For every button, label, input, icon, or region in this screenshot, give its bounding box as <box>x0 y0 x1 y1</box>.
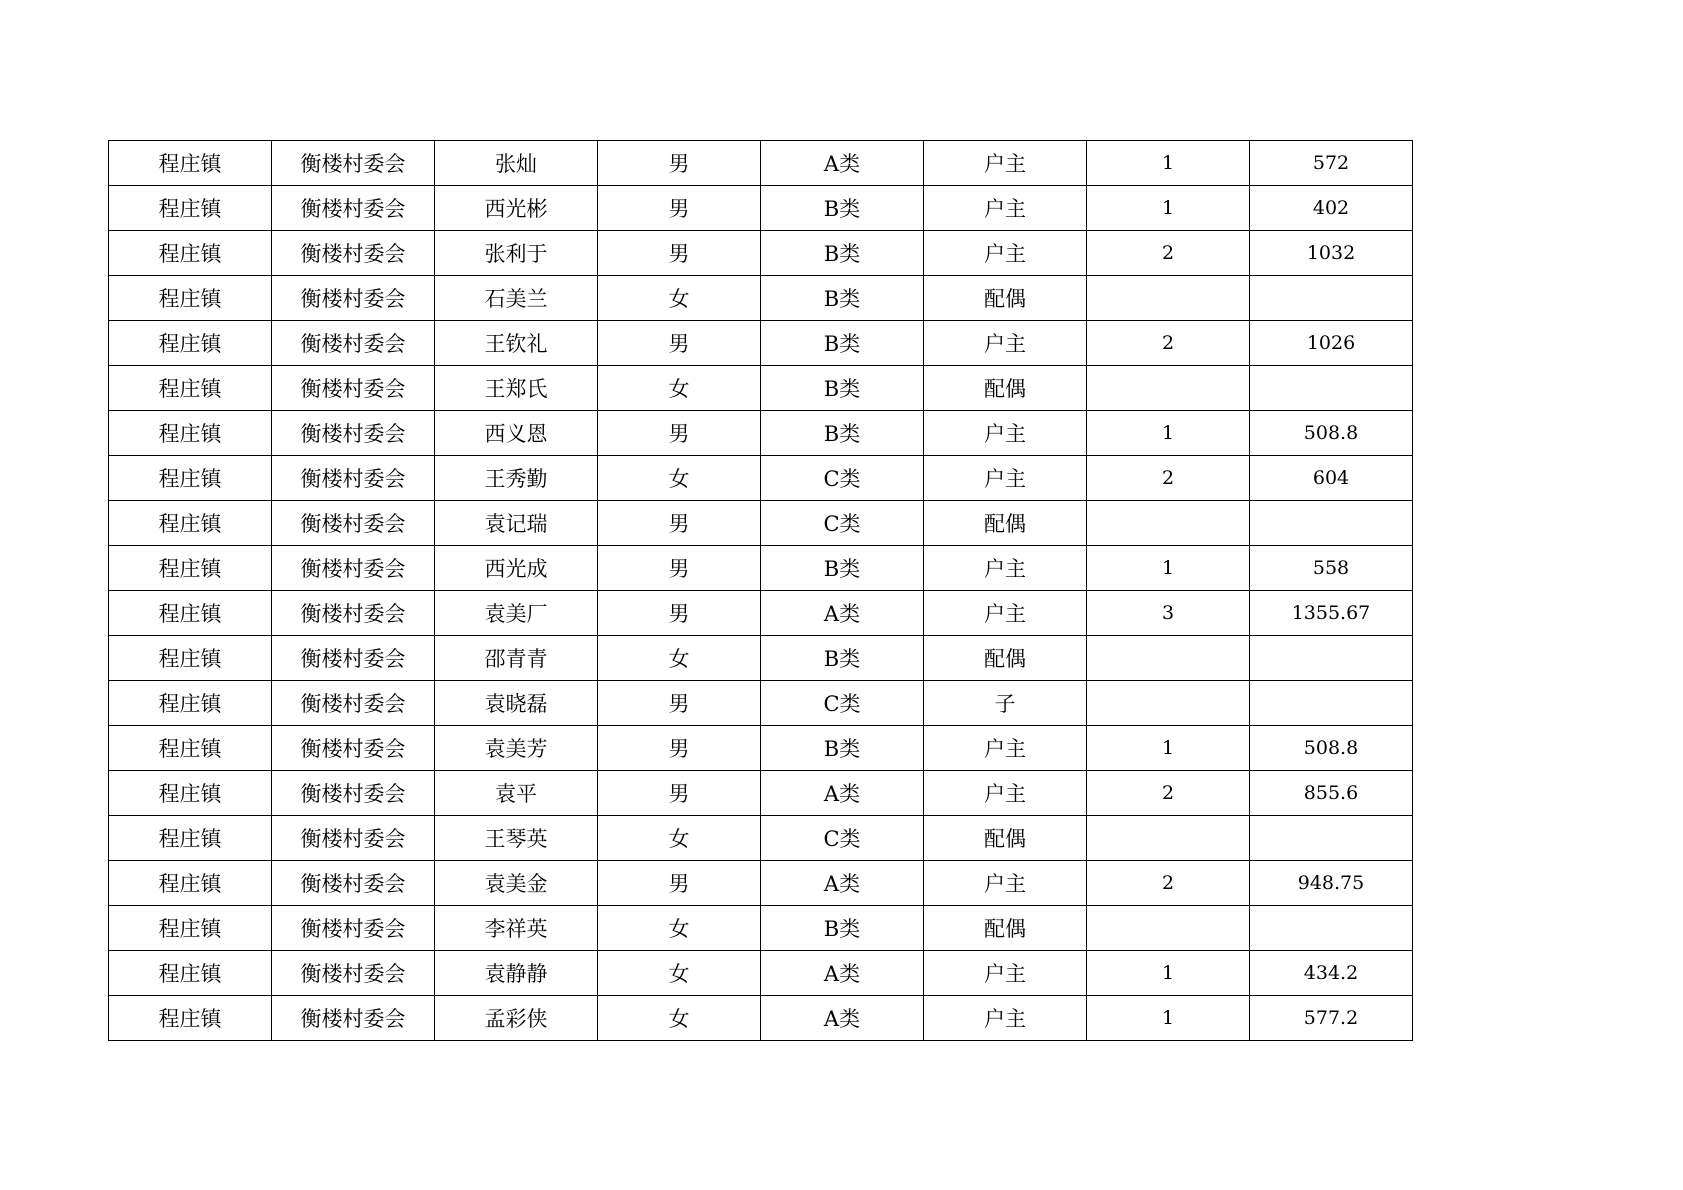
name-cell: 西义恩 <box>435 411 598 456</box>
gender-cell: 男 <box>598 546 761 591</box>
category-cell: A类 <box>761 141 924 186</box>
amount-cell: 1026 <box>1250 321 1413 366</box>
amount-cell: 508.8 <box>1250 411 1413 456</box>
household-size-cell <box>1087 366 1250 411</box>
gender-cell: 女 <box>598 456 761 501</box>
amount-cell <box>1250 276 1413 321</box>
amount-cell <box>1250 636 1413 681</box>
household-size-cell <box>1087 636 1250 681</box>
relation-cell: 配偶 <box>924 906 1087 951</box>
relation-cell: 子 <box>924 681 1087 726</box>
gender-cell: 男 <box>598 591 761 636</box>
household-size-cell: 3 <box>1087 591 1250 636</box>
category-cell: C类 <box>761 501 924 546</box>
table-row <box>109 771 1413 816</box>
amount-cell: 572 <box>1250 141 1413 186</box>
amount-cell: 855.6 <box>1250 771 1413 816</box>
name-cell: 王琴英 <box>435 816 598 861</box>
table-row <box>109 951 1413 996</box>
village-cell: 衡楼村委会 <box>272 726 435 771</box>
village-cell: 衡楼村委会 <box>272 681 435 726</box>
table-row <box>109 861 1413 906</box>
township-cell: 程庄镇 <box>109 816 272 861</box>
gender-cell: 女 <box>598 951 761 996</box>
gender-cell: 男 <box>598 141 761 186</box>
township-cell: 程庄镇 <box>109 591 272 636</box>
village-cell: 衡楼村委会 <box>272 231 435 276</box>
category-cell: B类 <box>761 231 924 276</box>
relation-cell: 户主 <box>924 546 1087 591</box>
name-cell: 西光彬 <box>435 186 598 231</box>
table-body <box>109 141 1413 1041</box>
name-cell: 孟彩侠 <box>435 996 598 1041</box>
amount-cell: 948.75 <box>1250 861 1413 906</box>
amount-cell <box>1250 501 1413 546</box>
table-row <box>109 141 1413 186</box>
township-cell: 程庄镇 <box>109 771 272 816</box>
table-row <box>109 996 1413 1041</box>
name-cell: 袁美金 <box>435 861 598 906</box>
table-row <box>109 726 1413 771</box>
name-cell: 袁静静 <box>435 951 598 996</box>
amount-cell: 558 <box>1250 546 1413 591</box>
household-size-cell <box>1087 276 1250 321</box>
name-cell: 袁记瑞 <box>435 501 598 546</box>
category-cell: A类 <box>761 591 924 636</box>
village-cell: 衡楼村委会 <box>272 591 435 636</box>
name-cell: 王郑氏 <box>435 366 598 411</box>
table-row <box>109 681 1413 726</box>
village-cell: 衡楼村委会 <box>272 141 435 186</box>
gender-cell: 女 <box>598 636 761 681</box>
household-size-cell <box>1087 816 1250 861</box>
category-cell: B类 <box>761 906 924 951</box>
village-cell: 衡楼村委会 <box>272 456 435 501</box>
amount-cell: 604 <box>1250 456 1413 501</box>
household-size-cell: 1 <box>1087 141 1250 186</box>
relation-cell: 户主 <box>924 456 1087 501</box>
township-cell: 程庄镇 <box>109 906 272 951</box>
village-cell: 衡楼村委会 <box>272 816 435 861</box>
table-row <box>109 411 1413 456</box>
category-cell: C类 <box>761 681 924 726</box>
amount-cell <box>1250 681 1413 726</box>
name-cell: 袁美芳 <box>435 726 598 771</box>
gender-cell: 男 <box>598 411 761 456</box>
household-size-cell: 2 <box>1087 321 1250 366</box>
township-cell: 程庄镇 <box>109 951 272 996</box>
table-row <box>109 546 1413 591</box>
table-row <box>109 591 1413 636</box>
name-cell: 王钦礼 <box>435 321 598 366</box>
table-row <box>109 186 1413 231</box>
gender-cell: 男 <box>598 186 761 231</box>
township-cell: 程庄镇 <box>109 231 272 276</box>
household-size-cell: 1 <box>1087 996 1250 1041</box>
gender-cell: 女 <box>598 276 761 321</box>
household-size-cell: 2 <box>1087 771 1250 816</box>
category-cell: B类 <box>761 726 924 771</box>
household-size-cell: 1 <box>1087 726 1250 771</box>
name-cell: 袁晓磊 <box>435 681 598 726</box>
relation-cell: 配偶 <box>924 501 1087 546</box>
name-cell: 邵青青 <box>435 636 598 681</box>
village-cell: 衡楼村委会 <box>272 771 435 816</box>
village-cell: 衡楼村委会 <box>272 996 435 1041</box>
household-size-cell <box>1087 906 1250 951</box>
table-row <box>109 456 1413 501</box>
table-row <box>109 816 1413 861</box>
relation-cell: 配偶 <box>924 816 1087 861</box>
relation-cell: 户主 <box>924 861 1087 906</box>
household-size-cell: 2 <box>1087 456 1250 501</box>
relation-cell: 户主 <box>924 231 1087 276</box>
category-cell: B类 <box>761 636 924 681</box>
name-cell: 石美兰 <box>435 276 598 321</box>
township-cell: 程庄镇 <box>109 186 272 231</box>
gender-cell: 女 <box>598 906 761 951</box>
township-cell: 程庄镇 <box>109 501 272 546</box>
gender-cell: 女 <box>598 366 761 411</box>
relation-cell: 户主 <box>924 141 1087 186</box>
village-cell: 衡楼村委会 <box>272 186 435 231</box>
table-row <box>109 636 1413 681</box>
township-cell: 程庄镇 <box>109 861 272 906</box>
name-cell: 西光成 <box>435 546 598 591</box>
name-cell: 张利于 <box>435 231 598 276</box>
name-cell: 袁平 <box>435 771 598 816</box>
category-cell: B类 <box>761 186 924 231</box>
amount-cell: 508.8 <box>1250 726 1413 771</box>
village-cell: 衡楼村委会 <box>272 546 435 591</box>
table-row <box>109 231 1413 276</box>
gender-cell: 女 <box>598 996 761 1041</box>
household-size-cell: 1 <box>1087 546 1250 591</box>
township-cell: 程庄镇 <box>109 366 272 411</box>
household-size-cell <box>1087 501 1250 546</box>
category-cell: B类 <box>761 411 924 456</box>
village-cell: 衡楼村委会 <box>272 906 435 951</box>
category-cell: A类 <box>761 861 924 906</box>
township-cell: 程庄镇 <box>109 321 272 366</box>
table-row <box>109 276 1413 321</box>
gender-cell: 男 <box>598 726 761 771</box>
category-cell: B类 <box>761 276 924 321</box>
table-row <box>109 366 1413 411</box>
village-cell: 衡楼村委会 <box>272 951 435 996</box>
category-cell: A类 <box>761 951 924 996</box>
table-row <box>109 501 1413 546</box>
table-row <box>109 321 1413 366</box>
relation-cell: 配偶 <box>924 636 1087 681</box>
relation-cell: 户主 <box>924 321 1087 366</box>
village-cell: 衡楼村委会 <box>272 501 435 546</box>
gender-cell: 女 <box>598 816 761 861</box>
category-cell: C类 <box>761 456 924 501</box>
township-cell: 程庄镇 <box>109 681 272 726</box>
relation-cell: 户主 <box>924 411 1087 456</box>
category-cell: B类 <box>761 366 924 411</box>
relation-cell: 户主 <box>924 591 1087 636</box>
village-cell: 衡楼村委会 <box>272 276 435 321</box>
household-size-cell: 1 <box>1087 186 1250 231</box>
township-cell: 程庄镇 <box>109 276 272 321</box>
township-cell: 程庄镇 <box>109 456 272 501</box>
township-cell: 程庄镇 <box>109 726 272 771</box>
category-cell: B类 <box>761 321 924 366</box>
data-table <box>108 140 1413 1041</box>
relation-cell: 户主 <box>924 771 1087 816</box>
household-size-cell: 2 <box>1087 231 1250 276</box>
village-cell: 衡楼村委会 <box>272 366 435 411</box>
amount-cell: 402 <box>1250 186 1413 231</box>
name-cell: 李祥英 <box>435 906 598 951</box>
gender-cell: 男 <box>598 861 761 906</box>
amount-cell: 577.2 <box>1250 996 1413 1041</box>
gender-cell: 男 <box>598 321 761 366</box>
household-size-cell <box>1087 681 1250 726</box>
amount-cell <box>1250 906 1413 951</box>
amount-cell: 1355.67 <box>1250 591 1413 636</box>
relation-cell: 配偶 <box>924 366 1087 411</box>
relation-cell: 户主 <box>924 996 1087 1041</box>
relation-cell: 户主 <box>924 951 1087 996</box>
household-size-cell: 1 <box>1087 411 1250 456</box>
township-cell: 程庄镇 <box>109 141 272 186</box>
amount-cell <box>1250 816 1413 861</box>
village-cell: 衡楼村委会 <box>272 411 435 456</box>
gender-cell: 男 <box>598 681 761 726</box>
relation-cell: 配偶 <box>924 276 1087 321</box>
village-cell: 衡楼村委会 <box>272 861 435 906</box>
gender-cell: 男 <box>598 231 761 276</box>
relation-cell: 户主 <box>924 726 1087 771</box>
village-cell: 衡楼村委会 <box>272 636 435 681</box>
category-cell: B类 <box>761 546 924 591</box>
village-cell: 衡楼村委会 <box>272 321 435 366</box>
township-cell: 程庄镇 <box>109 636 272 681</box>
category-cell: C类 <box>761 816 924 861</box>
gender-cell: 男 <box>598 771 761 816</box>
relation-cell: 户主 <box>924 186 1087 231</box>
name-cell: 袁美厂 <box>435 591 598 636</box>
township-cell: 程庄镇 <box>109 546 272 591</box>
table-row <box>109 906 1413 951</box>
category-cell: A类 <box>761 771 924 816</box>
name-cell: 张灿 <box>435 141 598 186</box>
household-size-cell: 2 <box>1087 861 1250 906</box>
amount-cell: 434.2 <box>1250 951 1413 996</box>
amount-cell <box>1250 366 1413 411</box>
gender-cell: 男 <box>598 501 761 546</box>
category-cell: A类 <box>761 996 924 1041</box>
township-cell: 程庄镇 <box>109 996 272 1041</box>
name-cell: 王秀勤 <box>435 456 598 501</box>
household-size-cell: 1 <box>1087 951 1250 996</box>
township-cell: 程庄镇 <box>109 411 272 456</box>
amount-cell: 1032 <box>1250 231 1413 276</box>
